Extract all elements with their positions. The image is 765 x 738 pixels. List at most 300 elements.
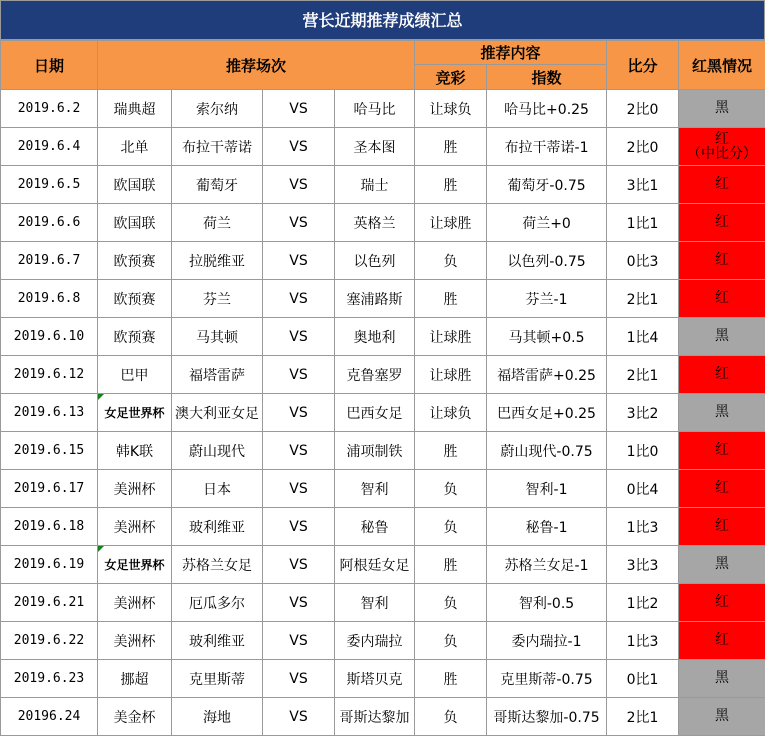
header-result: 红黑情况 <box>679 41 765 90</box>
pick-cell <box>415 508 487 546</box>
date-cell <box>1 470 98 508</box>
score-cell-text: 0比3 <box>626 253 659 270</box>
vs-cell <box>263 508 335 546</box>
league-cell <box>98 470 172 508</box>
result-text: 红 <box>715 442 730 458</box>
away-team-cell <box>335 242 415 280</box>
pick-cell <box>415 470 487 508</box>
index-cell <box>487 242 607 280</box>
league-cell <box>98 166 172 204</box>
home-team-cell-text: 玻利维亚 <box>189 519 245 536</box>
date-cell-text: 2019.6.10 <box>13 329 85 344</box>
score-cell-text: 2比1 <box>626 291 659 308</box>
header-jingcai: 竞彩 <box>415 65 487 90</box>
home-team-cell-text: 福塔雷萨 <box>189 367 245 384</box>
league-cell <box>98 546 172 584</box>
date-cell-text: 2019.6.2 <box>17 101 81 116</box>
league-cell-text: 美洲杯 <box>113 595 156 612</box>
league-cell <box>98 242 172 280</box>
score-cell <box>607 318 679 356</box>
score-cell-text: 3比3 <box>626 557 659 574</box>
index-cell-text: 秘鲁-1 <box>525 519 568 536</box>
table-row <box>1 166 765 204</box>
pick-cell-text: 胜 <box>443 139 458 156</box>
away-team-cell-text: 哈马比 <box>353 101 396 118</box>
home-team-cell <box>172 356 263 394</box>
away-team-cell <box>335 90 415 128</box>
home-team-cell-text: 苏格兰女足 <box>182 557 252 574</box>
home-team-cell <box>172 318 263 356</box>
vs-cell-text: VS <box>289 556 308 573</box>
vs-cell <box>263 432 335 470</box>
date-cell-text: 2019.6.6 <box>17 215 81 230</box>
pick-cell-text: 负 <box>443 253 458 270</box>
home-team-cell-text: 布拉干蒂诺 <box>182 139 252 156</box>
away-team-cell <box>335 432 415 470</box>
home-team-cell <box>172 166 263 204</box>
result-text: 红 <box>715 130 730 147</box>
results-table <box>0 40 765 736</box>
result-text: 红 <box>715 480 730 496</box>
away-team-cell-text: 克鲁塞罗 <box>346 367 403 384</box>
table-row <box>1 432 765 470</box>
result-text: 黑 <box>715 328 730 344</box>
league-cell <box>98 660 172 698</box>
date-cell <box>1 432 98 470</box>
league-cell <box>98 698 172 736</box>
result-cell <box>679 470 765 508</box>
date-cell <box>1 660 98 698</box>
result-text: 黑 <box>715 670 730 686</box>
score-cell <box>607 432 679 470</box>
league-cell-text: 巴甲 <box>120 367 149 384</box>
vs-cell <box>263 584 335 622</box>
table-row <box>1 242 765 280</box>
vs-cell-text: VS <box>289 366 308 383</box>
date-cell <box>1 280 98 318</box>
date-cell <box>1 394 98 432</box>
away-team-cell-text: 巴西女足 <box>346 405 403 422</box>
vs-cell <box>263 318 335 356</box>
home-team-cell <box>172 242 263 280</box>
home-team-cell-text: 芬兰 <box>203 291 231 308</box>
away-team-cell <box>335 546 415 584</box>
home-team-cell <box>172 128 263 166</box>
date-cell <box>1 546 98 584</box>
table-row <box>1 660 765 698</box>
home-team-cell-text: 蔚山现代 <box>189 443 245 460</box>
results-body <box>1 90 765 736</box>
score-cell-text: 1比3 <box>626 633 659 650</box>
date-cell-text: 2019.6.21 <box>13 595 85 610</box>
result-cell <box>679 128 765 166</box>
home-team-cell-text: 澳大利亚女足 <box>175 405 259 422</box>
result-cell <box>679 660 765 698</box>
away-team-cell <box>335 356 415 394</box>
away-team-cell <box>335 622 415 660</box>
date-cell-text: 2019.6.19 <box>13 557 85 572</box>
vs-cell <box>263 660 335 698</box>
league-cell-text: 欧国联 <box>113 177 156 194</box>
league-cell-text: 美洲杯 <box>113 519 156 536</box>
home-team-cell-text: 拉脱维亚 <box>189 253 245 270</box>
home-team-cell <box>172 508 263 546</box>
header-date: 日期 <box>1 41 98 90</box>
home-team-cell <box>172 280 263 318</box>
vs-cell-text: VS <box>289 670 308 687</box>
date-cell-text: 20196.24 <box>17 709 81 724</box>
header-match: 推荐场次 <box>98 41 415 90</box>
pick-cell-text: 让球胜 <box>429 329 472 346</box>
away-team-cell-text: 圣本图 <box>353 139 396 156</box>
date-cell-text: 2019.6.15 <box>13 443 85 458</box>
index-cell <box>487 356 607 394</box>
pick-cell <box>415 356 487 394</box>
index-cell <box>487 698 607 736</box>
home-team-cell-text: 葡萄牙 <box>196 177 238 194</box>
home-team-cell <box>172 432 263 470</box>
league-cell-text: 欧预赛 <box>113 291 156 308</box>
away-team-cell-text: 秘鲁 <box>360 519 389 536</box>
header-content: 推荐内容 <box>415 41 607 65</box>
table-row <box>1 584 765 622</box>
date-cell <box>1 698 98 736</box>
away-team-cell-text: 委内瑞拉 <box>346 633 403 650</box>
result-text: 黑 <box>715 100 730 116</box>
vs-cell-text: VS <box>289 404 308 421</box>
index-cell-text: 蔚山现代-0.75 <box>500 443 593 460</box>
away-team-cell <box>335 584 415 622</box>
vs-cell <box>263 280 335 318</box>
date-cell <box>1 584 98 622</box>
result-text: 红 <box>715 290 730 306</box>
index-cell <box>487 660 607 698</box>
home-team-cell-text: 厄瓜多尔 <box>189 595 245 612</box>
league-cell <box>98 90 172 128</box>
vs-cell <box>263 204 335 242</box>
result-cell <box>679 394 765 432</box>
score-cell <box>607 90 679 128</box>
index-cell-text: 智利-0.5 <box>518 595 575 612</box>
pick-cell <box>415 242 487 280</box>
pick-cell <box>415 698 487 736</box>
score-cell <box>607 128 679 166</box>
date-cell <box>1 166 98 204</box>
pick-cell <box>415 204 487 242</box>
away-team-cell <box>335 470 415 508</box>
result-text: 红 <box>715 214 730 230</box>
result-cell <box>679 166 765 204</box>
score-cell <box>607 356 679 394</box>
away-team-cell <box>335 204 415 242</box>
index-cell <box>487 90 607 128</box>
away-team-cell-text: 智利 <box>360 481 389 498</box>
header-index: 指数 <box>487 65 607 90</box>
score-cell-text: 1比2 <box>626 595 659 612</box>
score-cell <box>607 698 679 736</box>
table-row <box>1 204 765 242</box>
league-cell-text: 欧预赛 <box>113 329 156 346</box>
result-cell <box>679 584 765 622</box>
vs-cell-text: VS <box>289 252 308 269</box>
result-cell <box>679 508 765 546</box>
date-cell <box>1 242 98 280</box>
pick-cell-text: 胜 <box>443 291 458 308</box>
away-team-cell <box>335 394 415 432</box>
date-cell <box>1 318 98 356</box>
score-cell <box>607 394 679 432</box>
date-cell <box>1 90 98 128</box>
pick-cell-text: 负 <box>443 709 458 726</box>
home-team-cell-text: 荷兰 <box>203 215 231 232</box>
result-cell <box>679 698 765 736</box>
score-cell-text: 0比1 <box>626 671 659 688</box>
away-team-cell <box>335 318 415 356</box>
result-text: 红 <box>715 632 730 648</box>
home-team-cell <box>172 698 263 736</box>
away-team-cell <box>335 280 415 318</box>
home-team-cell <box>172 394 263 432</box>
result-cell <box>679 546 765 584</box>
home-team-cell <box>172 90 263 128</box>
index-cell <box>487 508 607 546</box>
date-cell-text: 2019.6.13 <box>13 405 85 420</box>
away-team-cell <box>335 128 415 166</box>
date-cell <box>1 622 98 660</box>
league-cell <box>98 508 172 546</box>
home-team-cell <box>172 660 263 698</box>
league-cell-text: 欧国联 <box>113 215 156 232</box>
date-cell <box>1 356 98 394</box>
league-cell <box>98 584 172 622</box>
home-team-cell <box>172 204 263 242</box>
result-cell <box>679 204 765 242</box>
home-team-cell-text: 克里斯蒂 <box>189 671 245 688</box>
pick-cell-text: 让球胜 <box>429 215 472 232</box>
home-team-cell-text: 索尔纳 <box>196 101 238 118</box>
index-cell <box>487 622 607 660</box>
home-team-cell-text: 日本 <box>203 481 231 498</box>
away-team-cell-text: 瑞士 <box>360 177 389 194</box>
vs-cell-text: VS <box>289 480 308 497</box>
date-cell-text: 2019.6.8 <box>17 291 81 306</box>
pick-cell <box>415 166 487 204</box>
score-cell-text: 2比1 <box>626 709 659 726</box>
index-cell-text: 葡萄牙-0.75 <box>507 177 586 194</box>
home-team-cell <box>172 470 263 508</box>
vs-cell <box>263 166 335 204</box>
pick-cell-text: 让球胜 <box>429 367 472 384</box>
index-cell-text: 马其顿+0.5 <box>508 329 585 346</box>
index-cell-text: 芬兰-1 <box>525 291 568 308</box>
score-cell-text: 3比1 <box>626 177 659 194</box>
league-cell-text: 女足世界杯 <box>104 406 165 420</box>
league-cell-text: 美金杯 <box>113 709 156 726</box>
pick-cell <box>415 432 487 470</box>
index-cell-text: 克里斯蒂-0.75 <box>500 671 593 688</box>
vs-cell <box>263 546 335 584</box>
score-cell-text: 1比3 <box>626 519 659 536</box>
index-cell-text: 苏格兰女足-1 <box>504 557 589 574</box>
score-cell <box>607 546 679 584</box>
result-cell <box>679 432 765 470</box>
table-row <box>1 394 765 432</box>
home-team-cell-text: 马其顿 <box>196 329 238 346</box>
index-cell-text: 委内瑞拉-1 <box>511 633 582 650</box>
result-note: （中比分） <box>687 145 758 162</box>
pick-cell-text: 负 <box>443 633 458 650</box>
pick-cell-text: 胜 <box>443 177 458 194</box>
home-team-cell-text: 海地 <box>203 709 231 726</box>
index-cell-text: 巴西女足+0.25 <box>497 405 596 422</box>
pick-cell <box>415 622 487 660</box>
index-cell-text: 福塔雷萨+0.25 <box>497 367 596 384</box>
league-cell-text: 欧预赛 <box>113 253 156 270</box>
score-cell <box>607 470 679 508</box>
score-cell <box>607 622 679 660</box>
vs-cell-text: VS <box>289 442 308 459</box>
away-team-cell-text: 哥斯达黎加 <box>339 709 410 726</box>
date-cell-text: 2019.6.12 <box>13 367 85 382</box>
sheet-title: 营长近期推荐成绩汇总 <box>0 0 765 40</box>
index-cell <box>487 204 607 242</box>
table-row <box>1 622 765 660</box>
pick-cell-text: 让球负 <box>429 405 472 422</box>
index-cell-text: 哥斯达黎加-0.75 <box>493 709 600 726</box>
date-cell-text: 2019.6.7 <box>17 253 81 268</box>
score-cell-text: 2比0 <box>626 139 659 156</box>
index-cell-text: 哈马比+0.25 <box>504 101 589 118</box>
result-cell <box>679 622 765 660</box>
league-cell <box>98 204 172 242</box>
score-cell-text: 2比0 <box>626 101 659 118</box>
away-team-cell-text: 浦项制铁 <box>346 443 403 460</box>
index-cell-text: 荷兰+0 <box>522 215 571 232</box>
index-cell <box>487 128 607 166</box>
away-team-cell-text: 英格兰 <box>353 215 396 232</box>
pick-cell-text: 负 <box>443 519 458 536</box>
score-cell-text: 3比2 <box>626 405 659 422</box>
pick-cell <box>415 280 487 318</box>
pick-cell-text: 负 <box>443 481 458 498</box>
home-team-cell <box>172 546 263 584</box>
pick-cell-text: 胜 <box>443 557 458 574</box>
vs-cell <box>263 622 335 660</box>
result-text: 红 <box>715 252 730 268</box>
pick-cell-text: 胜 <box>443 443 458 460</box>
league-cell-text: 北单 <box>120 139 149 156</box>
vs-cell-text: VS <box>289 594 308 611</box>
index-cell <box>487 546 607 584</box>
date-cell-text: 2019.6.4 <box>17 139 81 154</box>
score-cell-text: 2比1 <box>626 367 659 384</box>
table-row <box>1 698 765 736</box>
date-cell <box>1 128 98 166</box>
result-text: 红 <box>715 366 730 382</box>
score-cell <box>607 280 679 318</box>
result-text: 黑 <box>715 404 730 420</box>
score-cell-text: 1比1 <box>626 215 659 232</box>
result-text: 红 <box>715 594 730 610</box>
score-cell <box>607 508 679 546</box>
date-cell-text: 2019.6.17 <box>13 481 85 496</box>
vs-cell <box>263 128 335 166</box>
score-cell <box>607 242 679 280</box>
score-cell <box>607 660 679 698</box>
score-cell <box>607 204 679 242</box>
league-cell <box>98 432 172 470</box>
date-cell-text: 2019.6.22 <box>13 633 85 648</box>
index-cell <box>487 584 607 622</box>
result-cell <box>679 356 765 394</box>
league-cell <box>98 318 172 356</box>
away-team-cell-text: 奥地利 <box>353 329 396 346</box>
table-row <box>1 508 765 546</box>
league-cell <box>98 128 172 166</box>
index-cell <box>487 166 607 204</box>
league-cell-text: 美洲杯 <box>113 633 156 650</box>
table-row <box>1 280 765 318</box>
away-team-cell-text: 斯塔贝克 <box>346 671 403 688</box>
vs-cell <box>263 356 335 394</box>
pick-cell <box>415 394 487 432</box>
score-cell-text: 1比4 <box>626 329 659 346</box>
result-cell <box>679 280 765 318</box>
vs-cell-text: VS <box>289 708 308 725</box>
league-cell <box>98 280 172 318</box>
vs-cell-text: VS <box>289 176 308 193</box>
away-team-cell <box>335 166 415 204</box>
index-cell <box>487 470 607 508</box>
away-team-cell-text: 以色列 <box>353 253 396 270</box>
vs-cell-text: VS <box>289 290 308 307</box>
vs-cell-text: VS <box>289 328 308 345</box>
score-cell <box>607 166 679 204</box>
table-row <box>1 470 765 508</box>
vs-cell-text: VS <box>289 632 308 649</box>
vs-cell <box>263 698 335 736</box>
away-team-cell-text: 阿根廷女足 <box>339 557 410 574</box>
league-cell <box>98 394 172 432</box>
away-team-cell <box>335 660 415 698</box>
pick-cell <box>415 318 487 356</box>
comment-marker-icon <box>98 546 104 552</box>
league-cell-text: 美洲杯 <box>113 481 156 498</box>
date-cell-text: 2019.6.5 <box>17 177 81 192</box>
pick-cell <box>415 584 487 622</box>
vs-cell-text: VS <box>289 138 308 155</box>
score-cell-text: 0比4 <box>626 481 659 498</box>
table-row <box>1 546 765 584</box>
date-cell-text: 2019.6.18 <box>13 519 85 534</box>
league-cell <box>98 622 172 660</box>
away-team-cell <box>335 698 415 736</box>
table-row <box>1 318 765 356</box>
table-row <box>1 90 765 128</box>
index-cell <box>487 394 607 432</box>
home-team-cell <box>172 584 263 622</box>
date-cell <box>1 204 98 242</box>
vs-cell-text: VS <box>289 214 308 231</box>
league-cell-text: 挪超 <box>120 671 149 688</box>
result-text: 黑 <box>715 556 730 572</box>
home-team-cell-text: 玻利维亚 <box>189 633 245 650</box>
league-cell-text: 女足世界杯 <box>104 558 165 572</box>
league-cell <box>98 356 172 394</box>
away-team-cell <box>335 508 415 546</box>
result-cell <box>679 242 765 280</box>
home-team-cell <box>172 622 263 660</box>
